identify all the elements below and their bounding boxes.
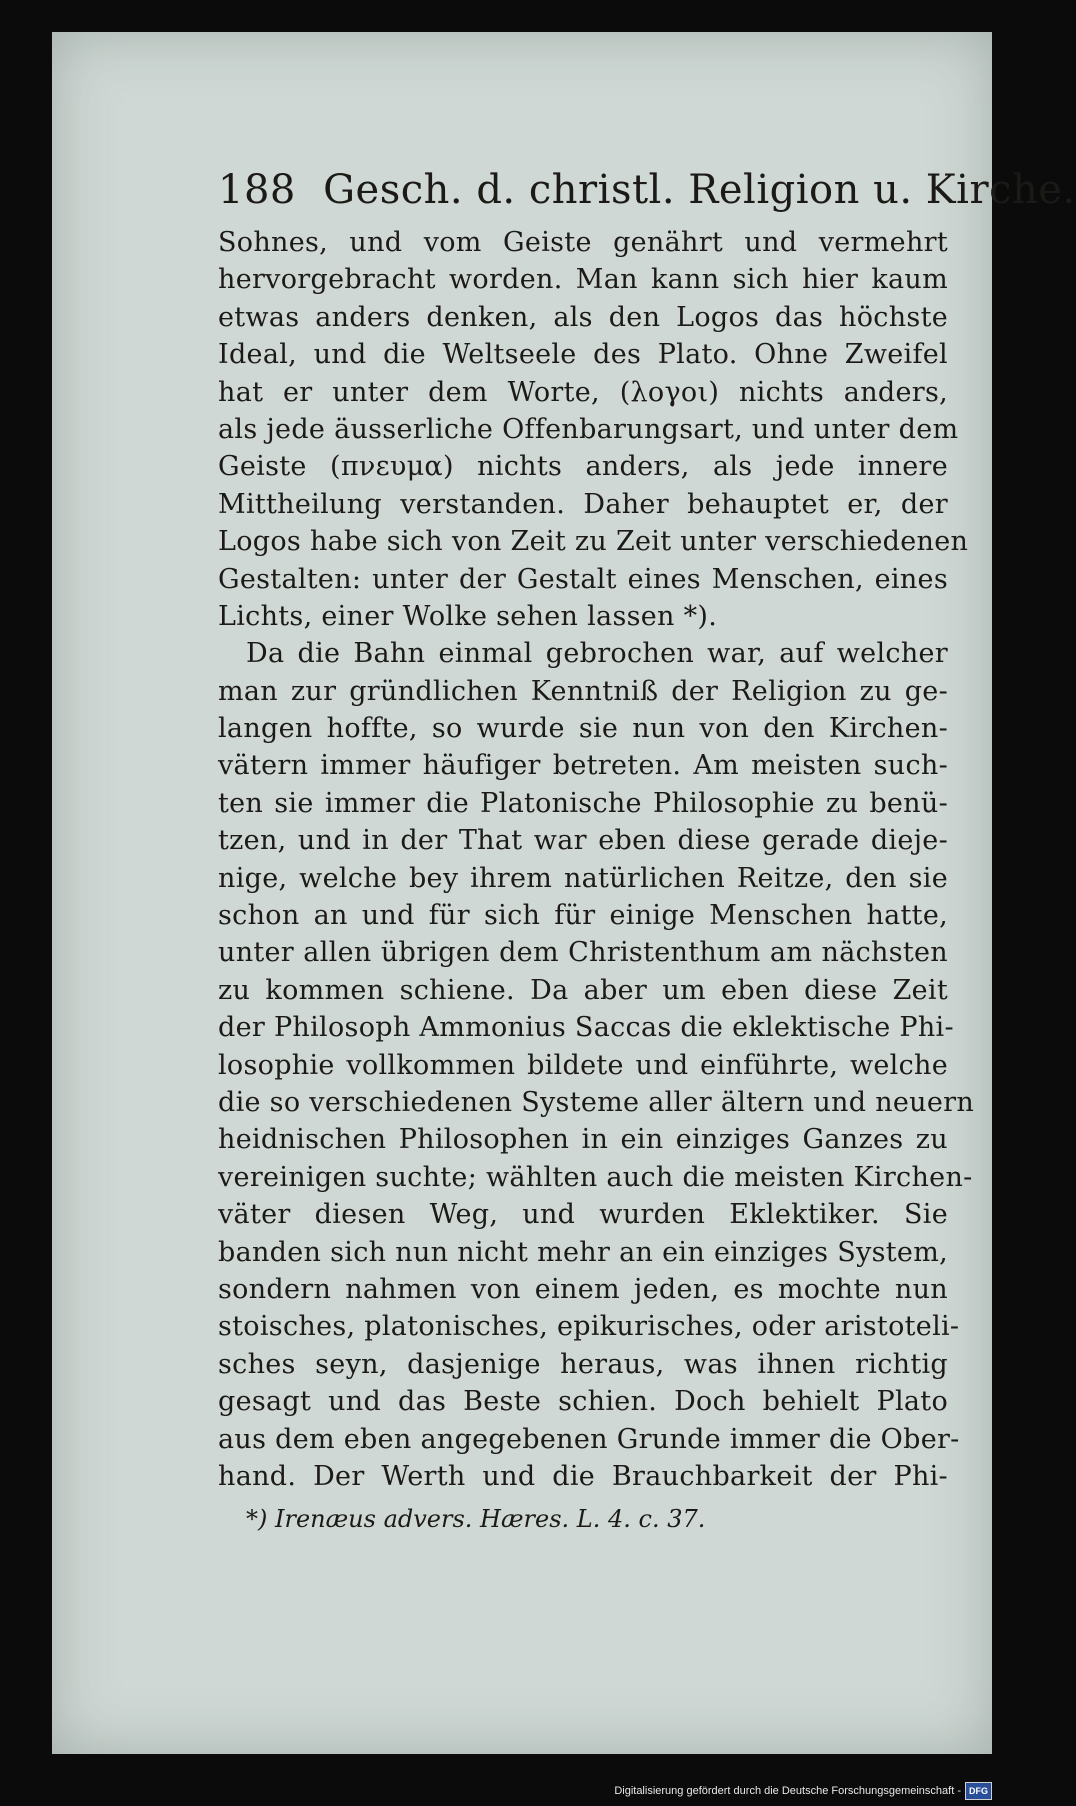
text-line: heidnischen Philosophen in ein einziges Ganzes zu [218, 1124, 948, 1156]
text-line: nige, welche bey ihrem natürlichen Reitze, den sie [218, 862, 948, 894]
text-line: man zur gründlichen Kenntniß der Religion zu ge- [218, 675, 948, 707]
text-line: unter allen übrigen dem Christenthum am nächsten [218, 937, 948, 969]
text-line: sondern nahmen von einem jeden, es mochte nun [218, 1273, 948, 1305]
book-page [52, 32, 1076, 1754]
text-line: schon an und für sich für einige Menschen hatte, [218, 900, 948, 932]
text-line: die so verschiedenen Systeme aller ältern und neuern [218, 1086, 975, 1118]
text-line: Geiste (πνευμα) nichts anders, als jede innere [218, 451, 948, 483]
text-line: hervorgebracht worden. Man kann sich hier kaum [218, 264, 948, 296]
running-head [218, 160, 1076, 220]
text-line: ten sie immer die Platonische Philosophie zu benü- [218, 787, 948, 819]
page-text-block [218, 160, 1076, 1537]
dfg-logo: DFG [965, 1782, 992, 1800]
text-line: zu kommen schiene. Da aber um eben diese Zeit [218, 974, 948, 1006]
running-title: Gesch. d. christl. Religion u. Kirche. [323, 167, 1076, 213]
text-line: Gestalten: unter der Gestalt eines Menschen, eines [218, 563, 948, 595]
text-line: banden sich nun nicht mehr an ein einziges System, [218, 1236, 948, 1268]
text-line: Logos habe sich von Zeit zu Zeit unter verschiedenen [218, 526, 969, 558]
text-line: sches seyn, dasjenige heraus, was ihnen richtig [218, 1348, 948, 1380]
text-line: losophie vollkommen bildete und einführte, welche [218, 1049, 948, 1081]
text-line: vätern immer häufiger betreten. Am meisten such- [218, 750, 948, 782]
text-line: Da die Bahn einmal gebrochen war, auf welcher [246, 638, 948, 670]
text-line: Lichts, einer Wolke sehen lassen *). [218, 600, 718, 632]
text-line: tzen, und in der That war eben diese gerade dieje- [218, 825, 948, 857]
text-line: stoisches, platonisches, epikurisches, oder aristoteli- [218, 1311, 960, 1343]
text-line: väter diesen Weg, und wurden Eklektiker. Sie [218, 1199, 948, 1231]
credit-text: Digitalisierung gefördert durch die Deutsche Forschungsgemeinschaft - [614, 1785, 961, 1797]
text-line: etwas anders denken, als den Logos das höchste [218, 301, 948, 333]
text-line: Mittheilung verstanden. Daher behauptet er, der [218, 488, 948, 520]
text-line: Ideal, und die Weltseele des Plato. Ohne Zweifel [218, 339, 948, 371]
text-line: Sohnes, und vom Geiste genährt und vermehrt [218, 227, 948, 258]
text-line: hand. Der Werth und die Brauchbarkeit der Phi- [218, 1460, 948, 1492]
text-line: hat er unter dem Worte, (λογοι) nichts anders, [218, 376, 948, 408]
text-line: langen hoffte, so wurde sie nun von den Kirchen- [218, 713, 948, 745]
text-line: vereinigen suchte; wählten auch die meisten Kirchen- [218, 1161, 973, 1193]
text-line: als jede äusserliche Offenbarungsart, und unter dem [218, 413, 959, 445]
text-line: gesagt und das Beste schien. Doch behielt Plato [218, 1386, 948, 1418]
footnote: *) Irenæus advers. Hæres. L. 4. c. 37. [246, 1505, 706, 1534]
page-number: 188 [218, 167, 296, 213]
text-line: der Philosoph Ammonius Saccas die eklektische Phi- [218, 1012, 954, 1044]
text-line: aus dem eben angegebenen Grunde immer die Ober- [218, 1423, 960, 1455]
digitization-credit [614, 1782, 992, 1800]
